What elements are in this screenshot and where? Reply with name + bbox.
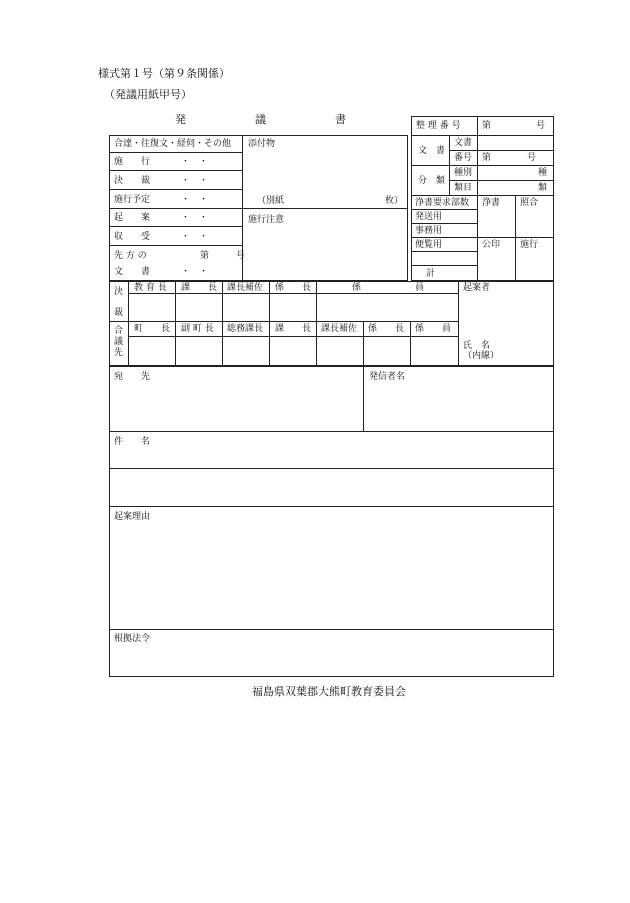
separate-sheet-close: 枚） (385, 196, 404, 206)
execution-notes-label: 施行注意 (248, 215, 285, 225)
for-reference-label: 便覧用 (415, 240, 443, 250)
class-sub-2: 類目 (454, 183, 473, 193)
decision-role-staff: 係 員 (352, 283, 425, 293)
category-label: 合達・往復文・経伺・その他 (114, 139, 232, 149)
legal-basis-label: 根拠法令 (114, 634, 151, 644)
consult-role-deputy-mayor: 副 町 長 (181, 324, 214, 334)
document-sub-1: 文書 (454, 138, 473, 148)
for-sending-label: 発送用 (415, 212, 443, 222)
sender-label-1: 先 方 の (114, 251, 147, 261)
consult-label-2: 議 (114, 337, 124, 347)
drafter-label: 起案者 (463, 283, 491, 293)
clean-copy-label: 浄書 (482, 198, 501, 208)
decision-role-superintendent: 教 育 長 (134, 283, 167, 293)
row-date-received: ・ ・ (181, 232, 209, 242)
row-label-planned: 施行予定 (114, 195, 151, 205)
clean-copy-dept-label: 浄書要求部数 (415, 198, 470, 208)
document-number: 第 号 (482, 153, 537, 163)
consult-role-general-affairs: 総務課長 (227, 324, 264, 334)
row-label-decision: 決 裁 (114, 176, 151, 186)
reference-number-value: 第 号 (482, 121, 546, 131)
consult-role-mayor: 町 長 (134, 324, 171, 334)
sender-label-2: 文 書 (114, 267, 151, 277)
collation-label: 照合 (520, 198, 539, 208)
decision-label-1: 決 (114, 287, 124, 297)
row-date-planned: ・ ・ (181, 195, 209, 205)
consult-label-1: 合 (114, 326, 124, 336)
public-seal-label: 公印 (482, 240, 501, 250)
consult-label-3: 先 (114, 348, 124, 358)
document-label: 文 書 (418, 146, 446, 156)
organization-name: 福島県双葉郡大熊町教育委員会 (252, 685, 406, 698)
title-char-3: 書 (335, 113, 346, 126)
form-number: 様式第１号（第９条関係） (98, 67, 230, 80)
name-label: 氏 名 (463, 341, 491, 351)
sender-number: 第 号 (200, 251, 246, 261)
row-label-draft: 起 案 (114, 213, 151, 223)
title-char-2: 議 (255, 113, 266, 126)
execution-label: 施行 (520, 240, 539, 250)
consult-role-staff: 係 員 (415, 324, 452, 334)
class-sub-1-value: 種 (538, 168, 548, 178)
paper-type: （発議用紙甲号） (104, 88, 192, 101)
total-label: 計 (426, 269, 436, 279)
separate-sheet-open: （別紙 (257, 196, 285, 206)
decision-role-section-chief: 課 長 (181, 283, 218, 293)
decision-role-deputy-chief: 課長補佐 (227, 283, 264, 293)
sender-date: ・ ・ (181, 267, 209, 277)
class-sub-2-value: 類 (538, 183, 548, 193)
reason-label: 起案理由 (114, 512, 151, 522)
recipient-label: 宛 先 (114, 372, 151, 382)
row-date-decision: ・ ・ (181, 176, 209, 186)
attachments-label: 添付物 (248, 139, 276, 149)
title-char-1: 発 (175, 113, 186, 126)
body-frame (109, 366, 554, 677)
row-date-draft: ・ ・ (181, 213, 209, 223)
for-office-label: 事務用 (415, 226, 443, 236)
consult-role-section-chief: 課 長 (275, 324, 312, 334)
decision-role-subsection-chief: 係 長 (275, 283, 312, 293)
row-date-execution: ・ ・ (181, 157, 209, 167)
row-label-execution: 施 行 (114, 157, 151, 167)
class-sub-1: 種別 (454, 168, 473, 178)
consult-role-deputy-chief: 課長補佐 (321, 324, 358, 334)
extension-label: （内線） (463, 351, 500, 361)
classification-label: 分 類 (418, 176, 446, 186)
document-sub-2: 番号 (454, 153, 473, 163)
subject-label: 件 名 (114, 437, 151, 447)
decision-label-2: 裁 (114, 308, 124, 318)
reference-number-label: 整 理 番 号 (416, 121, 461, 131)
consult-role-subsection-chief: 係 長 (368, 324, 405, 334)
row-label-received: 収 受 (114, 232, 151, 242)
sender-name-label: 発信者名 (369, 372, 406, 382)
